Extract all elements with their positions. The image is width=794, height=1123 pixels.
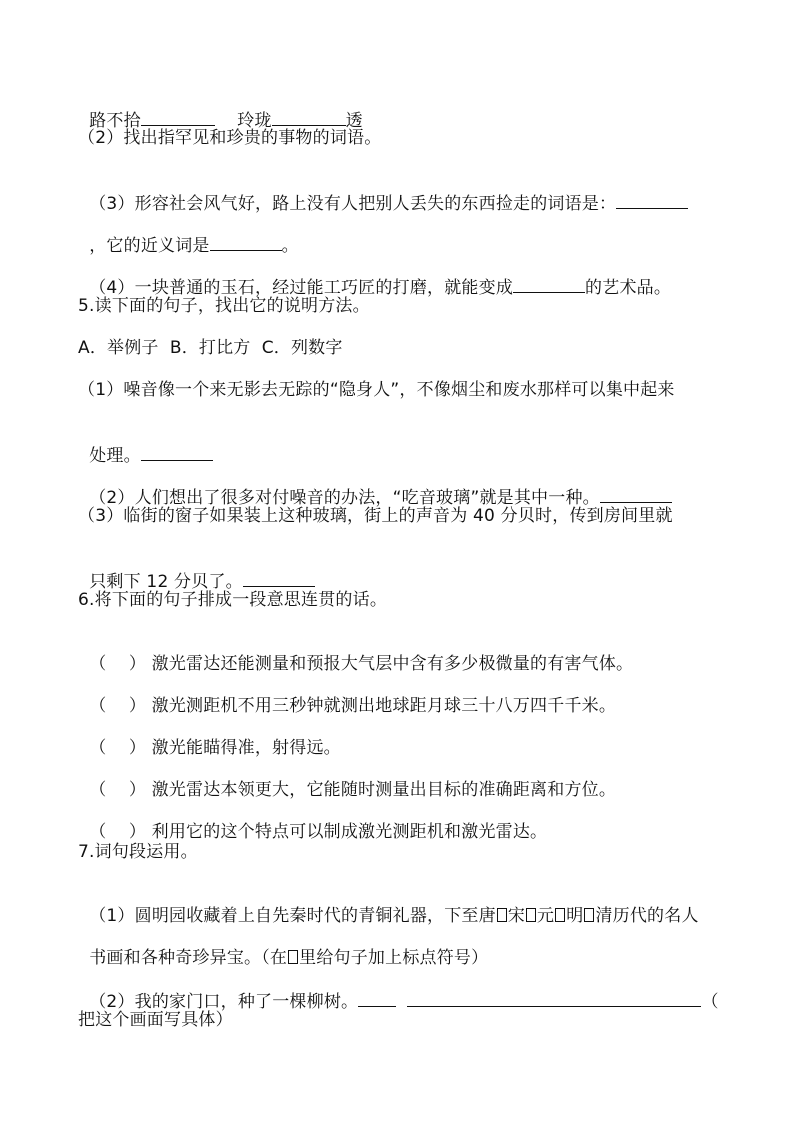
- q5-item3-line2: [78, 547, 315, 593]
- q7-text: 书画和各种奇珍异宝。（在: [89, 948, 288, 968]
- q6-title: 6.将下面的句子排成一段意思连贯的话。: [78, 590, 388, 610]
- order-blank[interactable]: （ ）: [89, 696, 147, 716]
- q7-title: 7.词句段运用。: [78, 842, 198, 862]
- q4-item3-cont-text: ，它的近义词是: [89, 236, 210, 256]
- answer-blank[interactable]: [210, 233, 282, 251]
- q7-item2-line2: 把这个画面写具体）: [78, 1010, 233, 1030]
- answer-blank[interactable]: [600, 485, 672, 503]
- q7-item1-line2: [78, 925, 488, 969]
- punctuation-box[interactable]: [584, 908, 594, 922]
- q4-line1: [78, 86, 363, 132]
- q5-item2-text: （2）人们想出了很多对付噪音的办法，“吃音玻璃”就是其中一种。: [89, 488, 600, 508]
- q4-item4: [78, 253, 671, 299]
- answer-blank[interactable]: [272, 108, 346, 126]
- punctuation-box[interactable]: [497, 908, 507, 922]
- q5-item2: [78, 463, 672, 509]
- q6-sentence-row: [78, 673, 616, 717]
- order-blank[interactable]: （ ）: [89, 822, 147, 842]
- q6-sentence: 激光测距机不用三秒钟就测出地球距月球三十八万四千千米。: [151, 696, 617, 716]
- answer-blank[interactable]: [141, 108, 215, 126]
- order-blank[interactable]: （ ）: [89, 780, 147, 800]
- q6-sentence: 利用它的这个特点可以制成激光测距机和激光雷达。: [151, 822, 548, 842]
- punctuation-box-sample: [288, 950, 298, 964]
- q5-item1-line2: [78, 421, 213, 467]
- q7-item2-end: （: [701, 992, 719, 1012]
- order-blank[interactable]: （ ）: [89, 738, 147, 758]
- q4-item3: [78, 169, 688, 215]
- q5-item3-line1: （3）临街的窗子如果装上这种玻璃，街上的声音为 40 分贝时，传到房间里就: [78, 506, 673, 526]
- q5-item1-text: 处理。: [89, 446, 141, 466]
- q4-item4-text: （4）一块普通的玉石，经过能工巧匠的打磨，就能变成: [89, 278, 514, 298]
- order-blank[interactable]: （ ）: [89, 654, 147, 674]
- answer-blank[interactable]: [513, 275, 585, 293]
- q7-item2-line1: [78, 967, 719, 1013]
- answer-blank[interactable]: [663, 989, 701, 1007]
- answer-blank[interactable]: [141, 443, 213, 461]
- q4-b-prefix: 玲珑: [237, 111, 272, 131]
- q4-item4-end: 的艺术品。: [585, 278, 672, 298]
- q7-text: 元: [537, 906, 555, 926]
- q4-item3-cont: [78, 211, 299, 257]
- q7-text: 明: [566, 906, 584, 926]
- q5-options: A．举例子 B．打比方 C．列数字: [78, 338, 343, 358]
- q7-text: （1）圆明园收藏着上自先秦时代的青铜礼器，下至唐: [89, 906, 496, 926]
- q6-sentence-row: [78, 757, 616, 801]
- q4-item3-cont-end: 。: [281, 236, 299, 256]
- q6-sentence-row: [78, 799, 547, 843]
- q7-text: 清历代的名人: [595, 906, 699, 926]
- answer-blank[interactable]: [407, 989, 663, 1007]
- q6-sentence-row: [78, 715, 341, 759]
- answer-blank[interactable]: [243, 569, 315, 587]
- q6-sentence: 激光雷达本领更大，它能随时测量出目标的准确距离和方位。: [151, 780, 617, 800]
- q4-b-suffix: 透: [345, 111, 363, 131]
- answer-blank[interactable]: [616, 191, 688, 209]
- q5-title: 5.读下面的句子，找出它的说明方法。: [78, 296, 370, 316]
- answer-blank[interactable]: [358, 989, 396, 1007]
- q7-item1-line1: [78, 883, 699, 927]
- q5-item1-line1: （1）噪音像一个来无影去无踪的“隐身人”，不像烟尘和废水那样可以集中起来: [78, 380, 675, 400]
- q7-text: 里给句子加上标点符号）: [299, 948, 489, 968]
- q6-sentence-row: [78, 631, 633, 675]
- q4-a-prefix: 路不拾: [89, 111, 141, 131]
- q4-item2: （2）找出指罕见和珍贵的事物的词语。: [78, 128, 382, 148]
- q5-item3-text: 只剩下 12 分贝了。: [89, 572, 243, 592]
- q6-sentence: 激光能瞄得准，射得远。: [151, 738, 341, 758]
- q6-sentence: 激光雷达还能测量和预报大气层中含有多少极微量的有害气体。: [151, 654, 634, 674]
- q7-item2-text: （2）我的家门口，种了一棵柳树。: [89, 992, 359, 1012]
- punctuation-box[interactable]: [526, 908, 536, 922]
- punctuation-box[interactable]: [555, 908, 565, 922]
- q7-text: 宋: [507, 906, 526, 926]
- q4-item3-text: （3）形容社会风气好，路上没有人把别人丢失的东西捡走的词语是：: [89, 194, 617, 214]
